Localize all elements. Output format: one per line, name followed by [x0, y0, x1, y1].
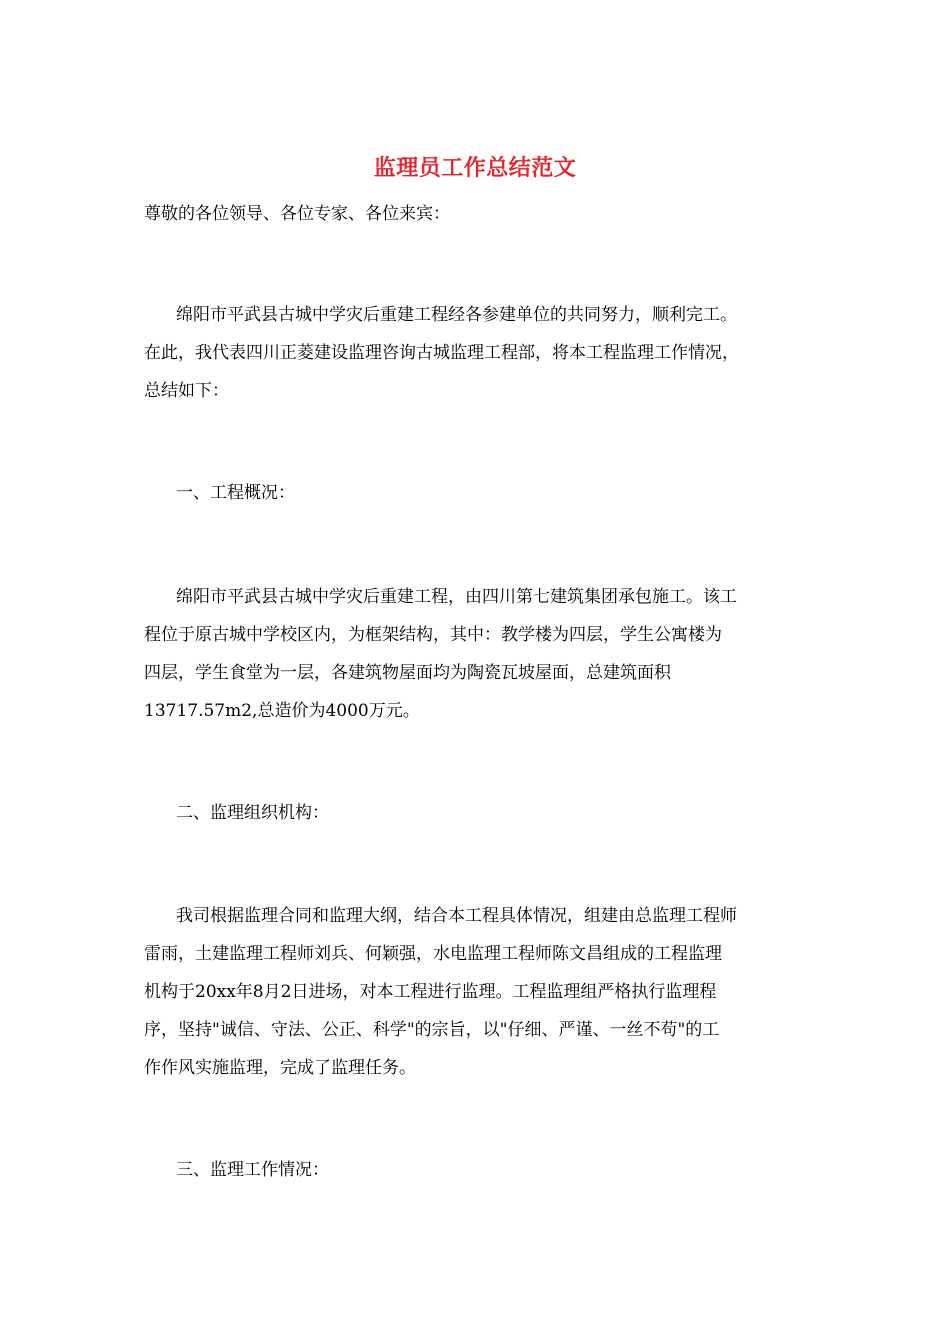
section1-line-1: 绵阳市平武县古城中学灾后重建工程，由四川第七建筑集团承包施工。该工: [176, 587, 737, 607]
section2-paragraph: [144, 897, 814, 1087]
intro-paragraph: [144, 296, 814, 410]
section1-heading-text: 一、工程概况：: [176, 483, 295, 503]
section2-line-4: 序，坚持"诚信、守法、公正、科学"的宗旨，以"仔细、严谨、一丝不苟"的工: [144, 1020, 720, 1040]
section1-paragraph: [144, 578, 814, 730]
intro-line-2: 在此，我代表四川正菱建设监理咨询古城监理工程部，将本工程监理工作情况，: [144, 343, 739, 363]
section2-heading: [144, 794, 814, 832]
section2-line-5: 作作风实施监理，完成了监理任务。: [144, 1058, 416, 1078]
intro-line-3: 总结如下：: [144, 381, 229, 401]
section2-heading-text: 二、监理组织机构：: [176, 803, 329, 823]
salutation: [144, 195, 814, 233]
section1-line-2: 程位于原古城中学校区内，为框架结构，其中：教学楼为四层，学生公寓楼为: [144, 625, 722, 645]
section2-line-1: 我司根据监理合同和监理大纲，结合本工程具体情况，组建由总监理工程师: [176, 906, 737, 926]
intro-line-1: 绵阳市平武县古城中学灾后重建工程经各参建单位的共同努力，顺利完工。: [176, 305, 737, 325]
section2-line-2: 雷雨，土建监理工程师刘兵、何颖强，水电监理工程师陈文昌组成的工程监理: [144, 944, 722, 964]
section3-heading: [144, 1151, 814, 1189]
section3-heading-text: 三、监理工作情况：: [176, 1160, 329, 1180]
section2-line-3: 机构于20xx年8月2日进场，对本工程进行监理。工程监理组严格执行监理程: [144, 982, 717, 1002]
salutation-text: 尊敬的各位领导、各位专家、各位来宾：: [144, 204, 450, 224]
document-title: 监理员工作总结范文: [373, 155, 577, 181]
section1-line-3: 四层，学生食堂为一层，各建筑物屋面均为陶瓷瓦坡屋面，总建筑面积: [144, 663, 671, 683]
section1-line-4: 13717.57m2,总造价为4000万元。: [144, 701, 420, 721]
section1-heading: [144, 474, 814, 512]
